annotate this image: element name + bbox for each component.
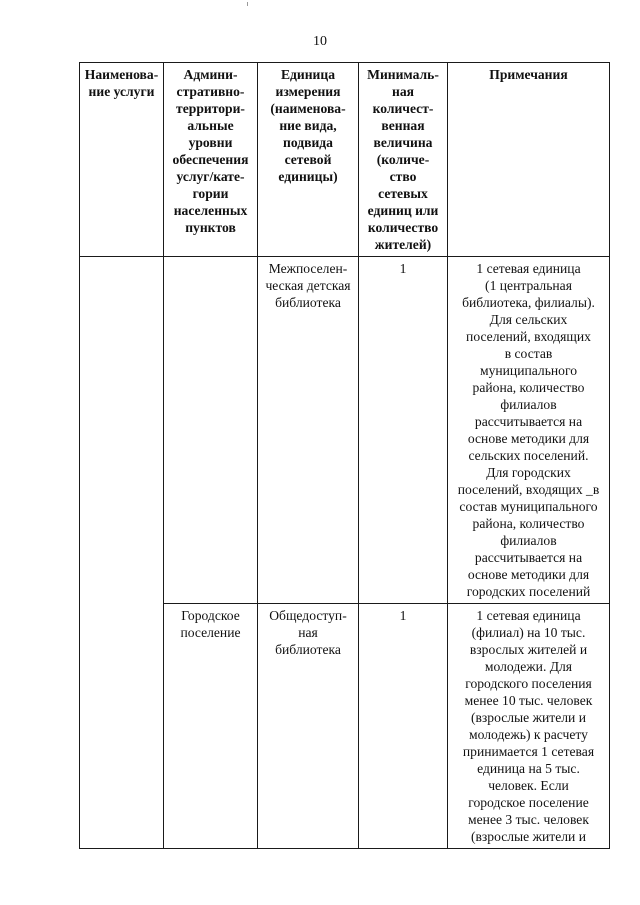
header-notes: Примечания [448, 63, 610, 257]
cell-service-name [80, 257, 164, 849]
header-unit: Единица измерения (наименова- ние вида, подвида сетевой единицы) [258, 63, 359, 257]
cell-admin-level: Городское поселение [164, 604, 258, 849]
header-admin-level: Админи- стративно- территори- альные уровни обеспечения услуг/кате- гории населенных пунктов [164, 63, 258, 257]
cell-min-value: 1 [359, 257, 448, 604]
header-min-value: Минималь- ная количест- венная величина (количе- ство сетевых единиц или количество жителей) [359, 63, 448, 257]
table-row [80, 257, 610, 604]
norms-table [79, 62, 610, 849]
cell-unit: Межпоселен- ческая детская библиотека [258, 257, 359, 604]
cell-notes: 1 сетевая единица (1 центральная библиотека, филиалы). Для сельских поселений, входящих в состав муниципального района, количество филиалов рассчитывается на основе методики для сельских поселений. Для городских поселений, входящих _в состав муниципального района, количество филиалов рассчитывается на основе методики для городских поселений [448, 257, 610, 604]
cell-admin-level [164, 257, 258, 604]
header-service-name: Наименова- ние услуги [80, 63, 164, 257]
cell-min-value: 1 [359, 604, 448, 849]
cell-notes: 1 сетевая единица (филиал) на 10 тыс. взрослых жителей и молодежи. Для городского поселения менее 10 тыс. человек (взрослые жители и молодежь) к расчету принимается 1 сетевая единица на 5 тыс. человек. Если городское поселение менее 3 тыс. человек (взрослые жители и [448, 604, 610, 849]
cell-unit: Общедоступ- ная библиотека [258, 604, 359, 849]
scan-mark [247, 2, 248, 6]
table-header-row [80, 63, 610, 257]
page-number: 10 [313, 34, 327, 49]
